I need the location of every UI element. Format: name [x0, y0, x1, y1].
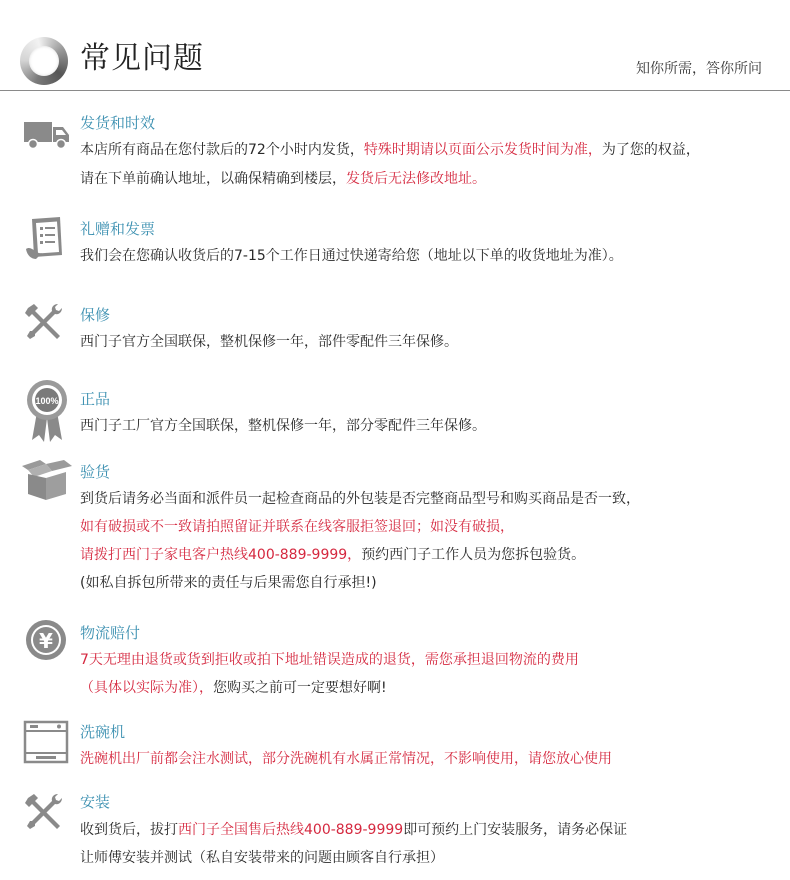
- text-segment: 预约西门子工作人员为您拆包验货。: [361, 547, 586, 563]
- guarantee-badge-icon: [22, 378, 72, 444]
- truck-icon: [22, 112, 72, 156]
- highlight-segment: 发货后无法修改地址。: [346, 171, 486, 187]
- section-title: 正品: [80, 390, 111, 408]
- section-line: [80, 820, 627, 840]
- text-segment: 请在下单前确认地址，以确保精确到楼层，: [80, 171, 346, 187]
- highlight-segment: 特殊时期请以页面公示发货时间为准，: [363, 142, 602, 158]
- yen-coin-icon: [22, 618, 72, 662]
- coin-symbol: ¥: [39, 629, 53, 653]
- text-segment: 您购买之前可一定要想好啊!: [213, 680, 387, 696]
- highlight-segment: 7天无理由退货或货到拒收或拍下地址错误造成的退货，需您承担退回物流的费用: [80, 652, 579, 668]
- badge-text: 100%: [35, 396, 59, 406]
- section-line: [80, 169, 486, 189]
- section-line: [80, 140, 700, 160]
- section-line: [80, 650, 579, 670]
- text-segment: 西门子官方全国联保，整机保修一年，部件零配件三年保修。: [80, 334, 458, 350]
- ring-logo-icon: [20, 37, 68, 85]
- section-line: [80, 416, 486, 436]
- section-title: 验货: [80, 463, 111, 481]
- page-title: 常见问题: [80, 41, 204, 76]
- section-title: 发货和时效: [80, 114, 156, 132]
- section-line: [80, 573, 377, 593]
- section-title: 洗碗机: [80, 723, 126, 741]
- text-segment: 到货后请务必当面和派件员一起检查商品的外包装是否完整商品型号和购买商品是否一致，: [80, 491, 640, 507]
- text-segment: 西门子工厂官方全国联保，整机保修一年，部分零配件三年保修。: [80, 418, 486, 434]
- text-segment: 本店所有商品在您付款后的72个小时内发货，: [80, 142, 364, 158]
- section-title: 物流赔付: [80, 624, 141, 642]
- section-line: [80, 489, 640, 509]
- text-segment: 让师傅安装并测试（私自安装带来的问题由顾客自行承担）: [80, 850, 444, 866]
- section-line: [80, 545, 585, 565]
- highlight-segment: 洗碗机出厂前都会注水测试，部分洗碗机有水属正常情况，不影响使用，请您放心使用: [80, 751, 612, 767]
- section-line: [80, 332, 458, 352]
- header: [0, 0, 790, 91]
- text-segment: 为了您的权益，: [601, 142, 700, 158]
- section-line: [80, 246, 623, 266]
- highlight-segment: 西门子全国售后热线400-889-9999: [178, 822, 404, 838]
- section-title: 保修: [80, 306, 111, 324]
- highlight-segment: （具体以实际为准），: [80, 680, 213, 696]
- text-segment: 即可预约上门安装服务，请务必保证: [403, 822, 628, 838]
- highlight-segment: 请拨打西门子家电客户热线400-889-9999，: [80, 547, 362, 563]
- text-segment: (如私自拆包所带来的责任与后果需您自行承担!): [80, 575, 377, 591]
- invoice-icon: [22, 215, 72, 259]
- section-title: 礼赠和发票: [80, 220, 156, 238]
- package-icon: [18, 458, 74, 502]
- section-line: [80, 678, 387, 698]
- text-segment: 我们会在您确认收货后的7-15个工作日通过快递寄给您（地址以下单的收货地址为准）。: [80, 248, 623, 264]
- text-segment: 收到货后，拔打: [80, 822, 178, 838]
- section-line: [80, 517, 514, 537]
- section-line: [80, 749, 612, 769]
- tagline: 知你所需，答你所问: [636, 61, 762, 77]
- header-divider: [0, 90, 790, 91]
- tools-icon: [22, 300, 72, 344]
- highlight-segment: 如有破损或不一致请拍照留证并联系在线客服拒签退回；如没有破损，: [80, 519, 514, 535]
- dishwasher-icon: [22, 720, 72, 764]
- section-line: [80, 848, 444, 868]
- section-title: 安装: [80, 793, 111, 811]
- tools-icon: [22, 790, 72, 834]
